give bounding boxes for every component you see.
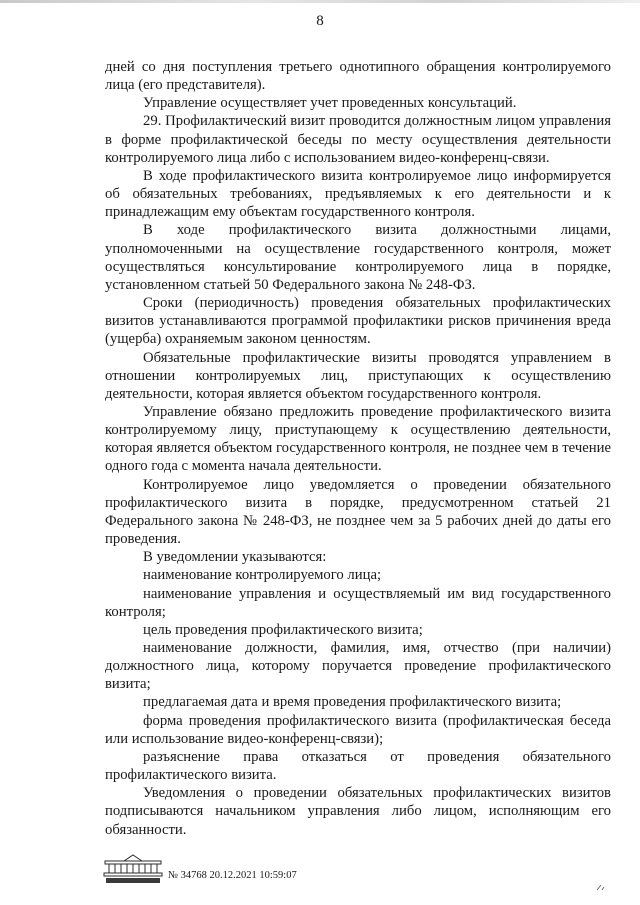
paragraph-4: В ходе профилактического визита контролируемое лицо информируется об обязательных требованиях, предъявляемых к его деятельности и к принадлежащим ему объектам государственного контроля. — [105, 167, 611, 221]
registration-mark: № 34768 20.12.2021 10:59:07 — [168, 870, 297, 881]
paragraph-9: Контролируемое лицо уведомляется о проведении обязательного профилактического визита в порядке, предусмотренном статьей 21 Федерального закона № 248-ФЗ, не позднее чем за 5 рабочих дней до даты его проведения. — [105, 476, 611, 548]
paragraph-7: Обязательные профилактические визиты проводятся управлением в отношении контролируемых лиц, приступающих к осуществлению деятельности, которая является объектом государственного контроля. — [105, 349, 611, 402]
page-number: 8 — [316, 13, 324, 29]
paragraph-12: наименование управления и осуществляемый им вид государственного контроля; — [105, 585, 611, 620]
paragraph-3: 29. Профилактический визит проводится должностным лицом управления в форме профилактической беседы по месту осуществления деятельности контролируемого лица либо с использованием видео-конференц-связи. — [105, 113, 611, 166]
paragraph-15: предлагаемая дата и время проведения профилактического визита; — [143, 694, 562, 711]
paragraph-11: наименование контролируемого лица; — [143, 567, 382, 584]
paragraph-14: наименование должности, фамилия, имя, отчество (при наличии) должностного лица, которому поручается проведение профилактического визита; — [105, 640, 611, 693]
paragraph-18: Уведомления о проведении обязательных профилактических визитов подписываются начальником управления либо лицом, исполняющим его обязанности. — [105, 785, 611, 838]
paragraph-6: Сроки (периодичность) проведения обязательных профилактических визитов устанавливаются программой профилактики рисков причинения вреда (ущерба) охраняемым законом ценностям. — [105, 295, 611, 348]
scan-corner-mark-icon — [596, 882, 606, 892]
paragraph-10: В уведомлении указываются: — [143, 549, 327, 566]
paragraph-8: Управление обязано предложить проведение профилактического визита контролируемому лицу, приступающему к осуществлению деятельности, которая является объектом государственного контроля, не позднее чем в течение одного года с момента начала деятельности. — [105, 403, 611, 475]
paragraph-17: разъяснение права отказаться от проведения обязательного профилактического визита. — [105, 748, 611, 784]
scan-top-edge — [0, 0, 640, 3]
paragraph-5: В ходе профилактического визита должностными лицами, уполномоченными на осуществление государственного контроля, может осуществляться консультирование контролируемого лица в порядке, установленном статьей 50 Федерального закона № 248-ФЗ. — [105, 222, 611, 293]
paragraph-1: дней со дня поступления третьего однотипного обращения контролируемого лица (его представителя). — [105, 59, 611, 94]
paragraph-2: Управление осуществляет учет проведенных консультаций. — [143, 95, 517, 112]
building-stamp-icon — [102, 852, 164, 884]
document-footer — [102, 852, 362, 886]
paragraph-16: форма проведения профилактического визита (профилактическая беседа или использование видео-конференц-связи); — [105, 712, 611, 747]
document-body — [105, 58, 611, 839]
paragraph-13: цель проведения профилактического визита; — [143, 621, 423, 638]
